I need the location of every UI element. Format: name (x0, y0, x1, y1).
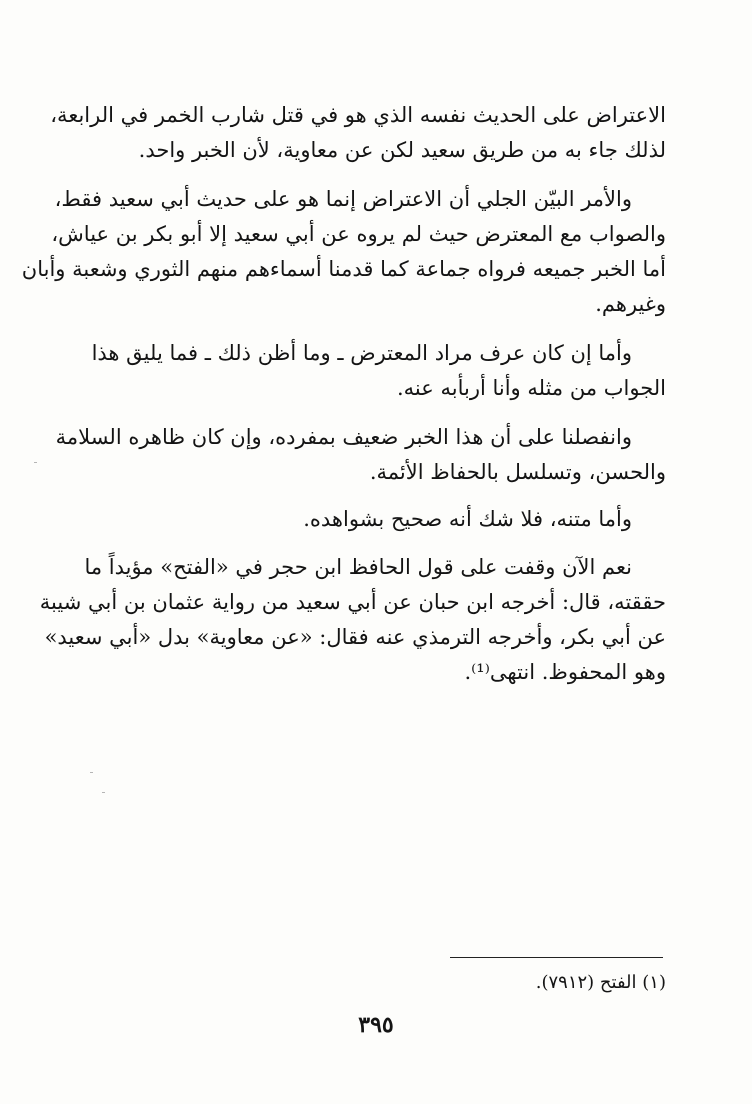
paragraph-4 (55, 420, 666, 490)
text-line: حققته، قال: أخرجه ابن حبان عن أبي سعيد من رواية عثمان بن أبي شيبة (39, 590, 666, 614)
text-line: عن أبي بكر، وأخرجه الترمذي عنه فقال: «عن معاوية» بدل «أبي سعيد» (44, 625, 666, 649)
text-line: والصواب مع المعترض حيث لم يروه عن أبي سعيد إلا أبو بكر بن عياش، (51, 222, 666, 246)
text-line: الجواب من مثله وأنا أربأبه عنه. (397, 376, 666, 400)
text-line: لذلك جاء به من طريق سعيد لكن عن معاوية، لأن الخبر واحد. (138, 138, 666, 162)
text-line: أما الخبر جميعه فرواه جماعة كما قدمنا أسماءهم منهم الثوري وشعبة وأبان (21, 257, 666, 281)
paragraph-6 (39, 550, 666, 690)
footnote: (١) الفتح (٧٩١٢). (535, 972, 666, 993)
text-line: نعم الآن وقفت على قول الحافظ ابن حجر في «الفتح» مؤيداً ما (84, 555, 632, 579)
page-number: ٣٩٥ (358, 1012, 394, 1038)
text-line: الاعتراض على الحديث نفسه الذي هو في قتل شارب الخمر في الرابعة، (50, 103, 666, 127)
text-line: وهو المحفوظ. انتهى⁽¹⁾. (464, 660, 666, 684)
scan-speck (102, 792, 105, 793)
text-line: وغيرهم. (595, 292, 666, 316)
text-line: وانفصلنا على أن هذا الخبر ضعيف بمفرده، وإن كان ظاهره السلامة (55, 425, 632, 449)
paragraph-5 (96, 502, 666, 537)
text-line: وأما إن كان عرف مراد المعترض ـ وما أظن ذلك ـ فما يليق هذا (91, 341, 632, 365)
text-line: وأما متنه، فلا شك أنه صحيح بشواهده. (303, 507, 632, 531)
footnote-separator (450, 957, 663, 958)
text-line: والأمر البيّن الجلي أن الاعتراض إنما هو على حديث أبي سعيد فقط، (54, 187, 632, 211)
scan-speck (90, 772, 93, 773)
paragraph-3 (91, 336, 666, 406)
scan-speck (34, 462, 37, 463)
paragraph-1 (50, 98, 666, 168)
paragraph-2 (21, 182, 666, 322)
main-text (21, 98, 666, 698)
text-line: والحسن، وتسلسل بالحفاظ الأئمة. (369, 460, 666, 484)
